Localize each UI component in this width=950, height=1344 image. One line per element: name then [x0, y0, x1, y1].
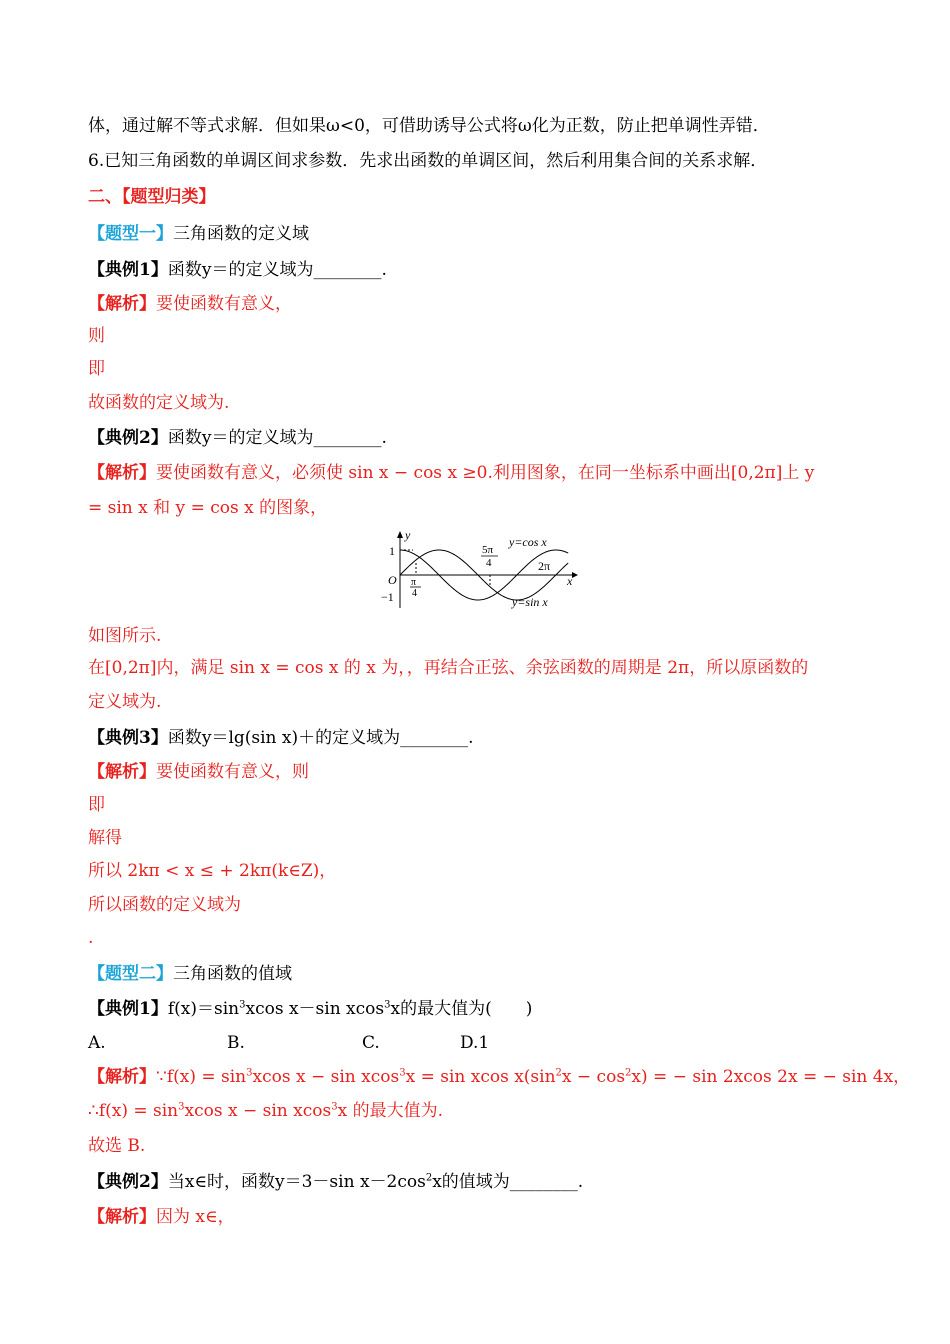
sin-cos-graph — [380, 528, 580, 614]
solution-text: xcos x − sin xcos — [184, 1101, 332, 1121]
solution-text: x − cos — [561, 1067, 626, 1087]
option-a: A. — [88, 1033, 106, 1053]
example-label: 【典例3】 — [88, 728, 168, 748]
solution-line — [88, 1099, 443, 1123]
example-label: 【典例2】 — [88, 428, 168, 448]
example-line — [88, 726, 474, 750]
example-text: x的值域为________. — [432, 1172, 584, 1192]
exponent: 3 — [178, 1101, 185, 1113]
tick-label-2pi: 2π — [538, 559, 551, 573]
solution-label: 【解析】 — [88, 762, 156, 782]
y-axis-label: y — [405, 528, 411, 542]
solution-text: 要使函数有意义， — [156, 294, 292, 314]
solution-line — [88, 292, 292, 316]
solution-line: 则 — [88, 326, 105, 346]
solution-text: 要使函数有意义，必须使 sin x − cos x ≥0.利用图象，在同一坐标系中画出[0,2π]上 y — [156, 463, 815, 483]
text-line: 6.已知三角函数的单调区间求参数．先求出函数的单调区间，然后利用集合间的关系求解． — [88, 151, 768, 171]
solution-line: 所以函数的定义域为 — [88, 895, 241, 915]
tick-label-5pi-4-num: 5π — [482, 544, 494, 556]
exponent: 3 — [331, 1101, 338, 1113]
example-text: 函数y＝的定义域为________. — [167, 260, 387, 280]
type-label: 【题型二】 — [88, 964, 173, 984]
exponent: 3 — [239, 999, 246, 1011]
option-c: C. — [362, 1033, 380, 1053]
y-axis-arrow — [397, 531, 403, 538]
type-title: 三角函数的定义域 — [173, 224, 309, 244]
exponent: 3 — [399, 1067, 406, 1079]
exponent: 3 — [384, 999, 391, 1011]
solution-line — [88, 461, 814, 485]
example-line — [88, 426, 387, 450]
solution-line: 在[0,2π]内，满足 sin x = cos x 的 x 为，，再结合正弦、余弦函数的周期是 2π，所以原函数的 — [88, 658, 809, 678]
x-axis-arrow — [572, 572, 578, 578]
sin-curve-label: y=sin x — [512, 595, 548, 609]
solution-text: x) = − sin 2xcos 2x = − sin 4x， — [631, 1067, 911, 1087]
solution-text: xcos x − sin xcos — [252, 1067, 400, 1087]
solution-line: 即 — [88, 795, 105, 815]
example-text: xcos x－sin xcos — [245, 999, 385, 1019]
solution-line: 如图所示. — [88, 626, 162, 646]
solution-label: 【解析】 — [88, 1207, 156, 1227]
tick-label-1: 1 — [389, 544, 395, 558]
example-text: 函数y＝的定义域为________. — [167, 428, 387, 448]
solution-label: 【解析】 — [88, 463, 156, 483]
solution-line: 故选 B. — [88, 1136, 146, 1156]
type-label: 【题型一】 — [88, 224, 173, 244]
solution-line — [88, 1205, 235, 1229]
example-text: x的最大值为( ) — [390, 999, 533, 1019]
tick-label-pi-4-num: π — [411, 577, 417, 588]
solution-line — [88, 760, 309, 784]
solution-text: x = sin xcos x(sin — [405, 1067, 556, 1087]
example-label: 【典例2】 — [88, 1172, 168, 1192]
solution-text: 要使函数有意义，则 — [156, 762, 309, 782]
tick-label-pi-4-den: 4 — [412, 588, 417, 599]
text-line: 体，通过解不等式求解．但如果ω<0，可借助诱导公式将ω化为正数，防止把单调性弄错． — [88, 116, 770, 136]
solution-line: 定义域为. — [88, 692, 162, 712]
option-d: D.1 — [460, 1033, 490, 1053]
solution-line: 故函数的定义域为. — [88, 393, 230, 413]
solution-line: 即 — [88, 359, 105, 379]
solution-text: ∵f(x) = sin — [156, 1067, 247, 1087]
example-line — [88, 258, 387, 282]
solution-line: . — [88, 928, 94, 948]
section-heading: 二、【题型归类】 — [88, 187, 216, 207]
solution-text: 因为 x∈， — [156, 1207, 235, 1227]
exponent: 2 — [555, 1067, 562, 1079]
question-type-heading — [88, 222, 309, 246]
example-label: 【典例1】 — [88, 999, 168, 1019]
exponent: 3 — [246, 1067, 253, 1079]
exponent: 2 — [425, 1172, 433, 1184]
solution-text: ∴f(x) = sin — [88, 1101, 179, 1121]
question-type-heading — [88, 962, 292, 986]
solution-text: x 的最大值为. — [337, 1101, 443, 1121]
tick-label-minus-1: −1 — [381, 590, 394, 604]
example-line — [88, 997, 532, 1021]
tick-label-5pi-4-den: 4 — [486, 557, 492, 569]
x-axis-label: x — [567, 574, 573, 588]
type-title: 三角函数的值域 — [173, 964, 292, 984]
example-text: f(x)＝sin — [167, 999, 240, 1019]
origin-label: O — [388, 573, 397, 587]
cos-curve-label: y=cos x — [509, 535, 547, 549]
example-line — [88, 1170, 583, 1194]
solution-label: 【解析】 — [88, 294, 156, 314]
exponent: 2 — [625, 1067, 632, 1079]
solution-line: 所以 2kπ < x ≤ + 2kπ(k∈Z)， — [88, 861, 337, 881]
example-text: 当x∈时，函数y＝3－sin x－2cos — [167, 1172, 426, 1192]
example-label: 【典例1】 — [88, 260, 168, 280]
option-b: B. — [227, 1033, 245, 1053]
solution-line: 解得 — [88, 828, 122, 848]
solution-line — [88, 1065, 910, 1089]
solution-line: = sin x 和 y = cos x 的图象， — [88, 498, 328, 518]
solution-label: 【解析】 — [88, 1067, 156, 1087]
example-text: 函数y＝lg(sin x)＋的定义域为________. — [167, 728, 474, 748]
